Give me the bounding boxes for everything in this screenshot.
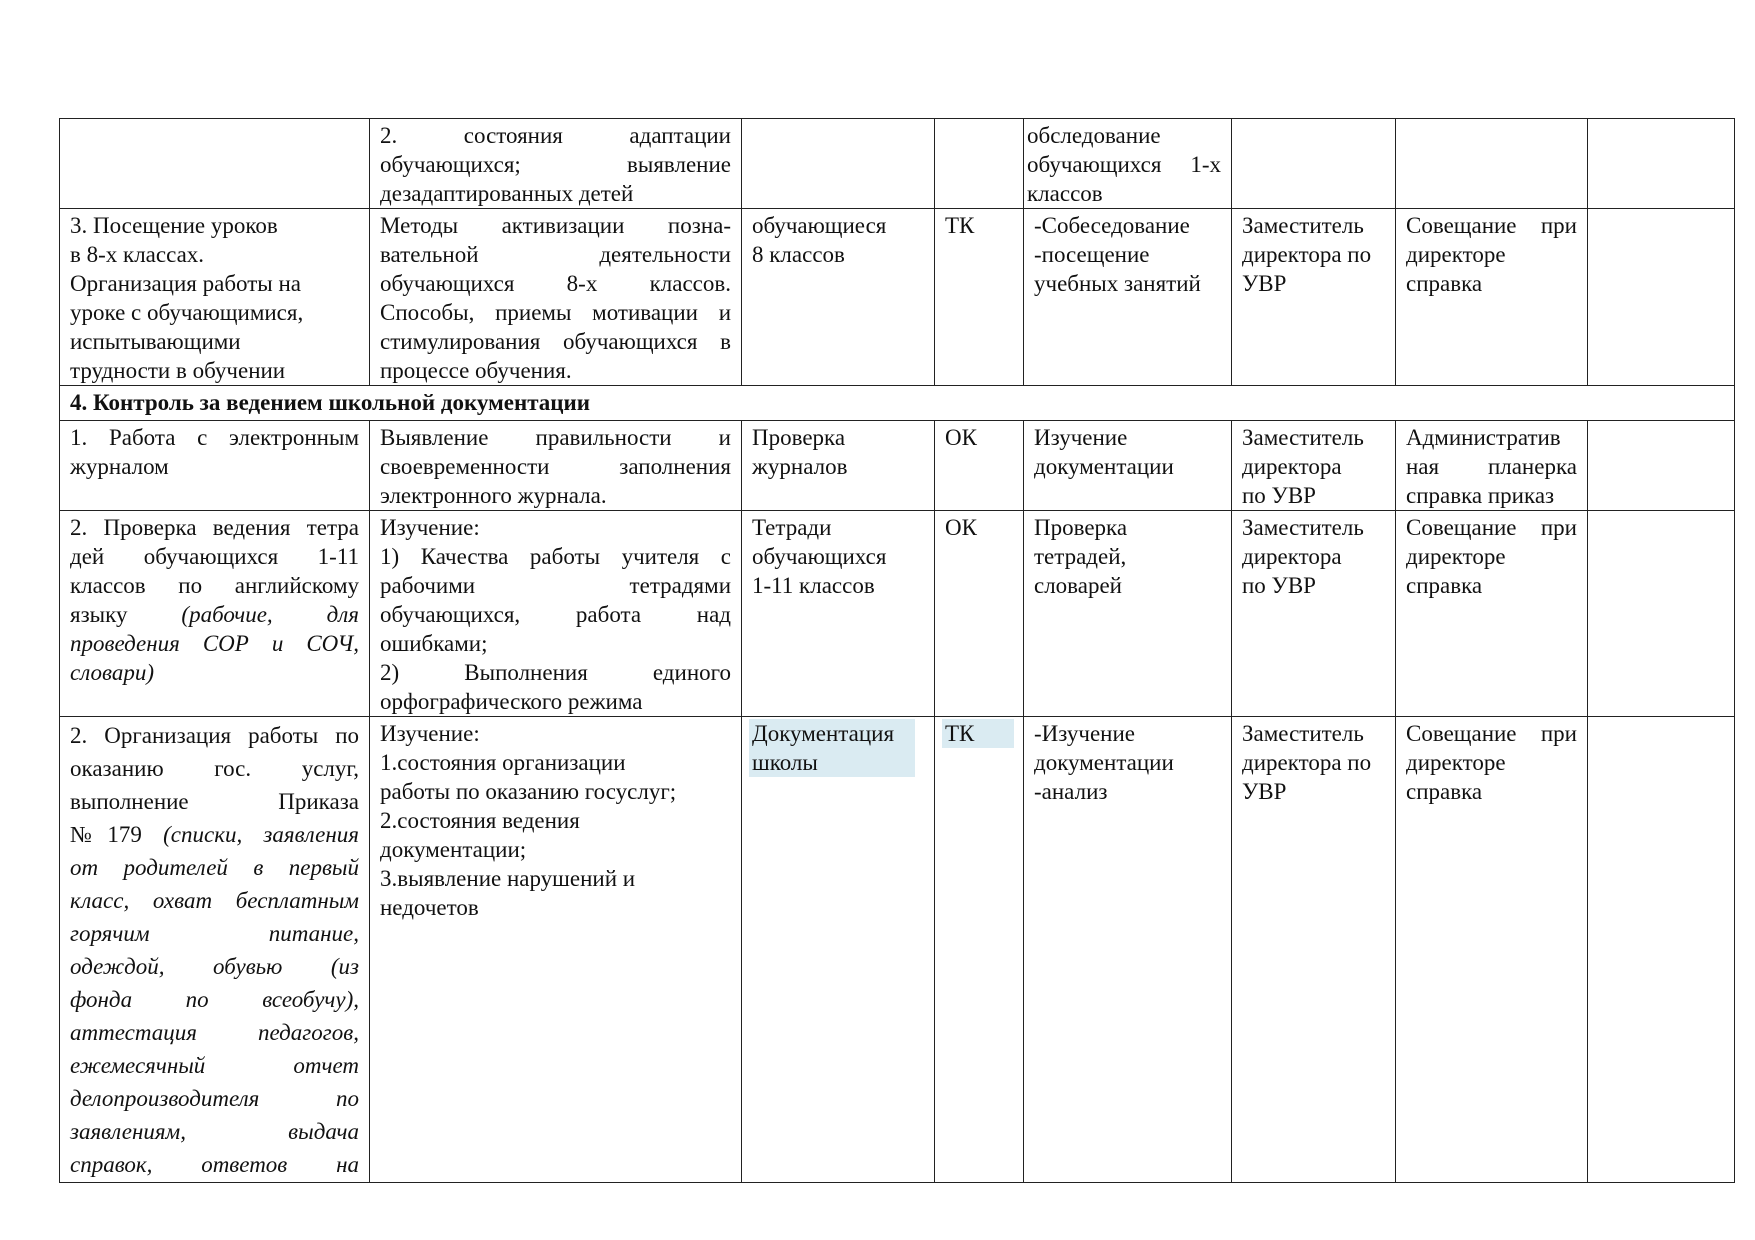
- cell-line: директора по: [1242, 750, 1372, 775]
- cell-line: 2. Проверка ведения тетра: [70, 515, 359, 540]
- cell-line: Совещание при: [1406, 515, 1577, 540]
- cell-line: горячим питание,: [70, 921, 359, 946]
- cell-topic: [60, 119, 370, 209]
- cell-line: директора: [1242, 454, 1342, 479]
- cell-line: Тетради: [752, 515, 832, 540]
- cell-line: заявлениям, выдача: [70, 1119, 359, 1144]
- cell-goal: [370, 421, 742, 511]
- cell-line: трудности в обучении: [70, 358, 286, 383]
- cell-line: [70, 600, 359, 629]
- cell-line: по УВР: [1242, 573, 1316, 598]
- cell-topic: [60, 717, 370, 1183]
- cell-line: выполнение Приказа: [70, 789, 359, 814]
- cell-line: учебных занятий: [1034, 271, 1201, 296]
- cell-line: рабочими тетрадями: [380, 573, 731, 598]
- cell-line: орфографического режима: [380, 689, 643, 714]
- cell-line: дей обучающихся 1-11: [70, 544, 359, 569]
- cell-line: Заместитель: [1242, 213, 1364, 238]
- cell-line: уроке с обучающимися,: [70, 300, 304, 325]
- cell-line: Выявление правильности и: [380, 425, 731, 450]
- cell-topic: [60, 421, 370, 511]
- cell-line: -посещение: [1034, 242, 1150, 267]
- cell-line: недочетов: [380, 895, 479, 920]
- cell-line: директора по: [1242, 242, 1372, 267]
- section-title: 4. Контроль за ведением школьной документации: [60, 386, 1735, 421]
- cell-line: УВР: [1242, 779, 1287, 804]
- cell-line: школы: [752, 750, 818, 775]
- cell-line: процессе обучения.: [380, 358, 572, 383]
- cell-line: аттестация педагогов,: [70, 1020, 359, 1045]
- cell-line: ная планерка: [1406, 454, 1577, 479]
- cell-line: справка: [1406, 573, 1483, 598]
- cell-line: Заместитель: [1242, 515, 1364, 540]
- cell-line: словари): [70, 660, 155, 685]
- cell-result: [1396, 209, 1588, 386]
- cell-note: [1588, 421, 1735, 511]
- cell-line: Совещание при: [1406, 721, 1577, 746]
- cell-responsible: [1232, 119, 1396, 209]
- cell-result: [1396, 421, 1588, 511]
- cell-object: [742, 209, 935, 386]
- cell-line: Заместитель: [1242, 425, 1364, 450]
- cell-line: оказанию гос. услуг,: [70, 756, 359, 781]
- cell-line: в 8-х классах.: [70, 242, 205, 267]
- cell-line: 8 классов: [752, 242, 845, 267]
- cell-line: испытывающими: [70, 329, 241, 354]
- cell-object: [742, 717, 935, 1183]
- cell-topic: [60, 511, 370, 717]
- cell-line: документации: [1034, 454, 1174, 479]
- cell-result: [1396, 119, 1588, 209]
- cell-text: (списки, заявления: [163, 822, 359, 847]
- cell-line: директоре: [1406, 544, 1506, 569]
- cell-line: -Собеседование: [1034, 213, 1190, 238]
- cell-line: журналов: [752, 454, 848, 479]
- cell-line: -анализ: [1034, 779, 1108, 804]
- cell-line: вательной деятельности: [380, 242, 731, 267]
- cell-line: Совещание при: [1406, 213, 1577, 238]
- table-row: [60, 717, 1735, 1183]
- cell-object: [742, 511, 935, 717]
- cell-line: обучающиеся: [752, 213, 887, 238]
- cell-object: [742, 421, 935, 511]
- cell-line: словарей: [1034, 573, 1122, 598]
- cell-line: директоре: [1406, 242, 1506, 267]
- cell-topic: [60, 209, 370, 386]
- cell-goal: [370, 209, 742, 386]
- cell-type: [935, 717, 1024, 1183]
- cell-text: №179: [70, 822, 164, 847]
- cell-line: Организация работы на: [70, 271, 301, 296]
- cell-line: документации: [1034, 750, 1174, 775]
- cell-note: [1588, 511, 1735, 717]
- cell-line: ошибками;: [380, 631, 488, 656]
- cell-line: классов по английскому: [70, 573, 359, 598]
- table-row: [60, 119, 1735, 209]
- cell-line: [70, 818, 359, 851]
- cell-responsible: [1232, 209, 1396, 386]
- cell-line: Методы активизации позна-: [380, 213, 731, 238]
- cell-line: документации;: [380, 837, 527, 862]
- cell-line: справка приказ: [1406, 483, 1555, 508]
- cell-text: языку: [70, 602, 182, 627]
- cell-line: 2.состояния ведения: [380, 808, 580, 833]
- cell-result: [1396, 717, 1588, 1183]
- cell-line: делопроизводителя по: [70, 1086, 359, 1111]
- cell-goal: [370, 717, 742, 1183]
- cell-type: ОК: [935, 421, 1024, 511]
- cell-line: классов: [1027, 181, 1103, 206]
- cell-line: -Изучение: [1034, 721, 1135, 746]
- cell-line: директоре: [1406, 750, 1506, 775]
- cell-goal: [370, 511, 742, 717]
- cell-method: [1024, 119, 1232, 209]
- cell-goal: [370, 119, 742, 209]
- cell-line: Способы, приемы мотивации и: [380, 300, 731, 325]
- cell-line: 3. Посещение уроков: [70, 213, 278, 238]
- cell-method: [1024, 511, 1232, 717]
- cell-line: обучающихся; выявление: [380, 152, 731, 177]
- cell-method: [1024, 209, 1232, 386]
- cell-line: ежемесячный отчет: [70, 1053, 359, 1078]
- cell-line: справка: [1406, 271, 1483, 296]
- cell-line: 1.состояния организации: [380, 750, 626, 775]
- cell-note: [1588, 717, 1735, 1183]
- control-plan-table: [59, 118, 1735, 1183]
- cell-note: [1588, 119, 1735, 209]
- cell-line: проведения СОР и СОЧ,: [70, 631, 359, 656]
- cell-line: УВР: [1242, 271, 1287, 296]
- cell-line: 1-11 классов: [752, 573, 875, 598]
- cell-line: по УВР: [1242, 483, 1316, 508]
- cell-responsible: [1232, 421, 1396, 511]
- cell-method: [1024, 421, 1232, 511]
- cell-type: [935, 119, 1024, 209]
- table-row: [60, 209, 1735, 386]
- highlighted-text: [749, 719, 915, 777]
- cell-line: Изучение: [1034, 425, 1128, 450]
- cell-line: электронного журнала.: [380, 483, 607, 508]
- cell-type: ТК: [935, 209, 1024, 386]
- cell-line: 2. состояния адаптации: [380, 123, 731, 148]
- cell-method: [1024, 717, 1232, 1183]
- cell-type: ОК: [935, 511, 1024, 717]
- cell-line: Проверка: [1034, 515, 1128, 540]
- cell-line: обучающихся 8-х классов.: [380, 271, 731, 296]
- cell-line: 2. Организация работы по: [70, 723, 359, 748]
- cell-line: от родителей в первый: [70, 855, 359, 880]
- cell-line: Проверка: [752, 425, 846, 450]
- cell-line: класс, охват бесплатным: [70, 888, 359, 913]
- cell-line: обучающихся 1-х: [1027, 152, 1221, 177]
- cell-line: фонда по всеобучу),: [70, 987, 359, 1012]
- cell-line: работы по оказанию госуслуг;: [380, 779, 677, 804]
- cell-line: 3.выявление нарушений и: [380, 866, 636, 891]
- cell-note: [1588, 209, 1735, 386]
- cell-line: Административ: [1406, 425, 1561, 450]
- cell-line: справок, ответов на: [70, 1152, 359, 1177]
- cell-line: Изучение:: [380, 515, 480, 540]
- cell-responsible: [1232, 511, 1396, 717]
- cell-line: Заместитель: [1242, 721, 1364, 746]
- section-row: [60, 386, 1735, 421]
- cell-line: 1) Качества работы учителя с: [380, 544, 731, 569]
- cell-line: одеждой, обувью (из: [70, 954, 359, 979]
- cell-line: своевременности заполнения: [380, 454, 731, 479]
- highlighted-text: ТК: [942, 719, 1014, 748]
- cell-line: обучающихся: [752, 544, 887, 569]
- cell-line: Изучение:: [380, 721, 480, 746]
- cell-line: тетрадей,: [1034, 544, 1127, 569]
- cell-object: [742, 119, 935, 209]
- cell-line: справка: [1406, 779, 1483, 804]
- table-row: [60, 421, 1735, 511]
- cell-line: журналом: [70, 454, 169, 479]
- cell-line: 1. Работа с электронным: [70, 425, 359, 450]
- cell-line: Документация: [752, 721, 895, 746]
- cell-line: 2) Выполнения единого: [380, 660, 731, 685]
- cell-result: [1396, 511, 1588, 717]
- cell-line: обучающихся, работа над: [380, 602, 731, 627]
- cell-responsible: [1232, 717, 1396, 1183]
- cell-line: дезадаптированных детей: [380, 181, 634, 206]
- cell-text: (рабочие, для: [181, 602, 359, 627]
- cell-line: директора: [1242, 544, 1342, 569]
- cell-line: обследование: [1027, 123, 1161, 148]
- table-row: [60, 511, 1735, 717]
- cell-line: стимулирования обучающихся в: [380, 329, 731, 354]
